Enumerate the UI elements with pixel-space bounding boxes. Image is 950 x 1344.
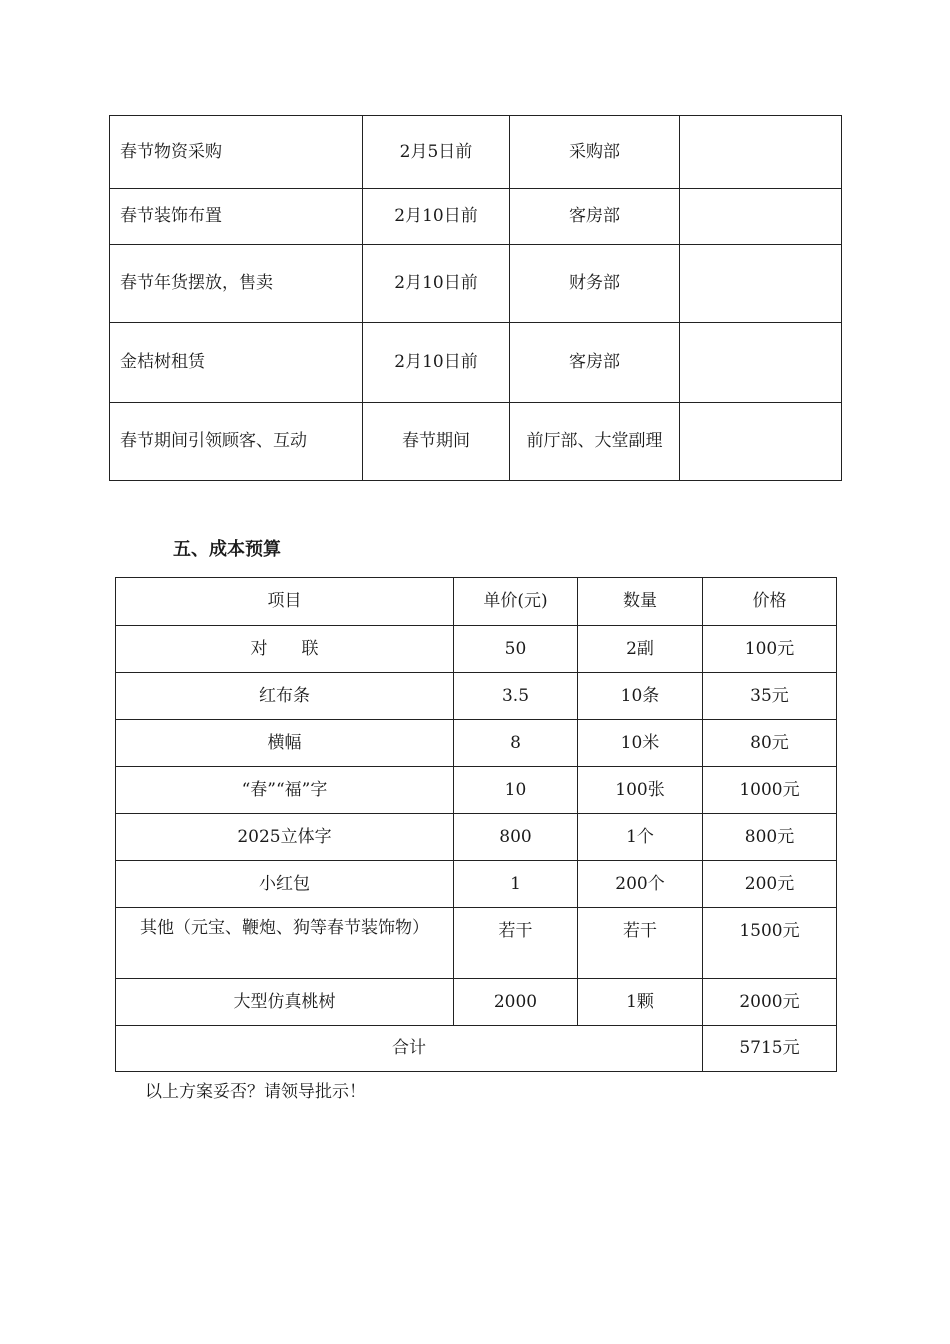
- budget-unit-price: 10: [454, 767, 578, 814]
- schedule-department: 财务部: [510, 245, 680, 323]
- schedule-row: [110, 189, 842, 245]
- budget-unit-price: 1: [454, 861, 578, 908]
- schedule-department: 客房部: [510, 323, 680, 403]
- budget-item: 大型仿真桃树: [116, 979, 454, 1026]
- budget-total-row: [116, 1026, 837, 1072]
- budget-header-row: [116, 578, 837, 626]
- schedule-task: 金桔树租赁: [110, 323, 363, 403]
- header-quantity: 数量: [578, 578, 703, 626]
- schedule-task: 春节期间引领顾客、互动: [110, 403, 363, 481]
- schedule-row: [110, 116, 842, 189]
- budget-row: [116, 673, 837, 720]
- schedule-department: 采购部: [510, 116, 680, 189]
- schedule-notes: [680, 323, 842, 403]
- budget-quantity: 1颗: [578, 979, 703, 1026]
- schedule-deadline: 春节期间: [363, 403, 510, 481]
- budget-price: 2000元: [703, 979, 837, 1026]
- budget-item: “春”“福”字: [116, 767, 454, 814]
- schedule-row: [110, 403, 842, 481]
- budget-row: [116, 767, 837, 814]
- budget-item: 2025立体字: [116, 814, 454, 861]
- budget-item: 横幅: [116, 720, 454, 767]
- schedule-notes: [680, 189, 842, 245]
- budget-unit-price: 50: [454, 626, 578, 673]
- schedule-department: 客房部: [510, 189, 680, 245]
- header-item: 项目: [116, 578, 454, 626]
- budget-row: [116, 814, 837, 861]
- budget-price: 1500元: [703, 908, 837, 979]
- budget-quantity: 1个: [578, 814, 703, 861]
- schedule-deadline: 2月10日前: [363, 189, 510, 245]
- schedule-department: 前厅部、大堂副理: [510, 403, 680, 481]
- section-heading: 五、成本预算: [173, 539, 281, 560]
- budget-price: 800元: [703, 814, 837, 861]
- budget-quantity: 100张: [578, 767, 703, 814]
- budget-item: 小红包: [116, 861, 454, 908]
- budget-price: 100元: [703, 626, 837, 673]
- header-price: 价格: [703, 578, 837, 626]
- schedule-row: [110, 245, 842, 323]
- budget-row: [116, 626, 837, 673]
- budget-item: 其他（元宝、鞭炮、狗等春节装饰物）: [116, 908, 454, 979]
- schedule-notes: [680, 116, 842, 189]
- total-label: 合计: [116, 1026, 703, 1072]
- budget-price: 1000元: [703, 767, 837, 814]
- budget-item: 红布条: [116, 673, 454, 720]
- budget-row: [116, 908, 837, 979]
- schedule-task: 春节年货摆放，售卖: [110, 245, 363, 323]
- budget-price: 35元: [703, 673, 837, 720]
- closing-note: 以上方案妥否？请领导批示！: [145, 1082, 366, 1102]
- schedule-deadline: 2月5日前: [363, 116, 510, 189]
- budget-unit-price: 3.5: [454, 673, 578, 720]
- header-unit-price: 单价(元): [454, 578, 578, 626]
- schedule-deadline: 2月10日前: [363, 323, 510, 403]
- schedule-task: 春节装饰布置: [110, 189, 363, 245]
- budget-table: [115, 577, 837, 1072]
- budget-row: [116, 720, 837, 767]
- budget-unit-price: 2000: [454, 979, 578, 1026]
- schedule-table: [109, 115, 842, 481]
- budget-price: 80元: [703, 720, 837, 767]
- budget-row: [116, 861, 837, 908]
- budget-unit-price: 800: [454, 814, 578, 861]
- budget-price: 200元: [703, 861, 837, 908]
- schedule-deadline: 2月10日前: [363, 245, 510, 323]
- budget-quantity: 若干: [578, 908, 703, 979]
- schedule-notes: [680, 403, 842, 481]
- budget-unit-price: 8: [454, 720, 578, 767]
- schedule-task: 春节物资采购: [110, 116, 363, 189]
- budget-quantity: 10米: [578, 720, 703, 767]
- budget-item: 对 联: [116, 626, 454, 673]
- budget-quantity: 2副: [578, 626, 703, 673]
- budget-row: [116, 979, 837, 1026]
- total-value: 5715元: [703, 1026, 837, 1072]
- budget-unit-price: 若干: [454, 908, 578, 979]
- budget-quantity: 200个: [578, 861, 703, 908]
- schedule-row: [110, 323, 842, 403]
- schedule-notes: [680, 245, 842, 323]
- budget-quantity: 10条: [578, 673, 703, 720]
